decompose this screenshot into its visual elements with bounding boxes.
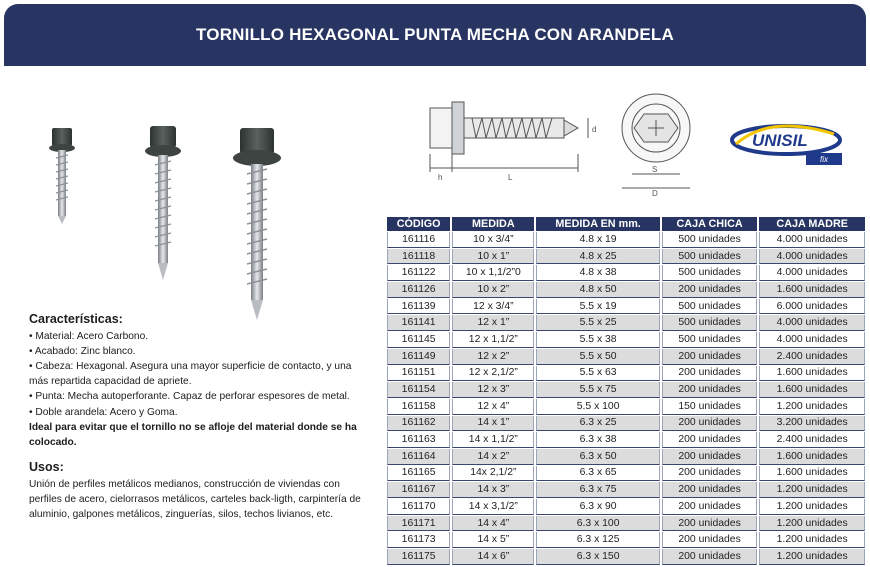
screw-large xyxy=(233,128,281,320)
table-cell: 14x 2,1/2” xyxy=(452,466,534,482)
spec-table xyxy=(385,216,867,566)
table-cell: 500 unidades xyxy=(662,249,758,265)
feature-line: • Acabado: Zinc blanco. xyxy=(29,346,136,358)
table-cell: 5.5 x 19 xyxy=(536,299,659,315)
column-header: CÓDIGO xyxy=(387,217,450,231)
caracteristicas-heading: Características: xyxy=(29,312,123,326)
table-cell: 161126 xyxy=(387,282,450,298)
table-cell: 200 unidades xyxy=(662,466,758,482)
feature-line: • Doble arandela: Acero y Goma. xyxy=(29,406,178,418)
table-cell: 4.8 x 25 xyxy=(536,249,659,265)
table-cell: 5.5 x 63 xyxy=(536,366,659,382)
table-cell: 12 x 2,1/2” xyxy=(452,366,534,382)
table-cell: 5.5 x 100 xyxy=(536,399,659,415)
table-cell: 6.3 x 25 xyxy=(536,416,659,432)
table-cell: 12 x 3/4” xyxy=(452,299,534,315)
column-header: MEDIDA xyxy=(452,217,534,231)
table-cell: 161175 xyxy=(387,549,450,565)
table-cell: 5.5 x 75 xyxy=(536,382,659,398)
table-cell: 161171 xyxy=(387,516,450,532)
feature-line: • Material: Acero Carbono. xyxy=(29,331,149,343)
table-cell: 200 unidades xyxy=(662,432,758,448)
table-cell: 161167 xyxy=(387,482,450,498)
table-cell: 200 unidades xyxy=(662,416,758,432)
table-cell: 4.000 unidades xyxy=(759,232,865,248)
table-cell: 200 unidades xyxy=(662,349,758,365)
table-cell: 161151 xyxy=(387,366,450,382)
table-cell: 10 x 2” xyxy=(452,282,534,298)
table-cell: 161162 xyxy=(387,416,450,432)
table-row xyxy=(387,382,865,398)
table-cell: 1.600 unidades xyxy=(759,466,865,482)
column-header: CAJA CHICA xyxy=(662,217,758,231)
table-cell: 1.200 unidades xyxy=(759,549,865,565)
table-cell: 5.5 x 38 xyxy=(536,332,659,348)
table-row xyxy=(387,416,865,432)
unisil-logo xyxy=(730,120,845,170)
table-cell: 1.600 unidades xyxy=(759,382,865,398)
table-cell: 14 x 6” xyxy=(452,549,534,565)
table-cell: 1.200 unidades xyxy=(759,399,865,415)
screw-medium xyxy=(145,126,181,280)
table-cell: 500 unidades xyxy=(662,265,758,281)
table-row xyxy=(387,315,865,331)
table-cell: 6.3 x 65 xyxy=(536,466,659,482)
table-cell: 12 x 3” xyxy=(452,382,534,398)
table-cell: 4.000 unidades xyxy=(759,332,865,348)
table-cell: 500 unidades xyxy=(662,332,758,348)
table-row xyxy=(387,449,865,465)
table-row xyxy=(387,549,865,565)
table-cell: 6.3 x 75 xyxy=(536,482,659,498)
table-cell: 161116 xyxy=(387,232,450,248)
description xyxy=(29,312,369,522)
table-cell: 161164 xyxy=(387,449,450,465)
logo-brand: UNISIL xyxy=(752,131,808,150)
table-cell: 150 unidades xyxy=(662,399,758,415)
table-cell: 161139 xyxy=(387,299,450,315)
table-cell: 5.5 x 25 xyxy=(536,315,659,331)
feature-line: • Cabeza: Hexagonal. Asegura una mayor superficie de contacto, y una más repartida capacidad de apriete. xyxy=(29,361,352,388)
table-cell: 161122 xyxy=(387,265,450,281)
table-cell: 12 x 1,1/2” xyxy=(452,332,534,348)
screw-small xyxy=(49,128,75,224)
table-cell: 12 x 1” xyxy=(452,315,534,331)
table-cell: 3.200 unidades xyxy=(759,416,865,432)
table-cell: 6.3 x 125 xyxy=(536,532,659,548)
table-header-row xyxy=(387,217,865,231)
table-row xyxy=(387,516,865,532)
table-cell: 10 x 1,1/2”0 xyxy=(452,265,534,281)
table-cell: 200 unidades xyxy=(662,499,758,515)
table-row xyxy=(387,466,865,482)
table-cell: 1.200 unidades xyxy=(759,532,865,548)
table-cell: 200 unidades xyxy=(662,366,758,382)
table-row xyxy=(387,265,865,281)
table-cell: 500 unidades xyxy=(662,232,758,248)
table-cell: 161149 xyxy=(387,349,450,365)
table-cell: 6.000 unidades xyxy=(759,299,865,315)
table-cell: 161158 xyxy=(387,399,450,415)
table-cell: 10 x 1” xyxy=(452,249,534,265)
table-cell: 5.5 x 50 xyxy=(536,349,659,365)
table-row xyxy=(387,366,865,382)
table-cell: 4.8 x 50 xyxy=(536,282,659,298)
table-cell: 1.600 unidades xyxy=(759,282,865,298)
table-cell: 14 x 2” xyxy=(452,449,534,465)
table-cell: 14 x 1,1/2” xyxy=(452,432,534,448)
table-cell: 2.400 unidades xyxy=(759,432,865,448)
table-row xyxy=(387,282,865,298)
table-cell: 1.600 unidades xyxy=(759,449,865,465)
page-title: TORNILLO HEXAGONAL PUNTA MECHA CON ARANDELA xyxy=(196,25,674,44)
table-cell: 200 unidades xyxy=(662,282,758,298)
usos-heading: Usos: xyxy=(29,459,64,474)
table-cell: 4.000 unidades xyxy=(759,265,865,281)
logo-sub: fix xyxy=(820,155,828,164)
table-cell: 12 x 2” xyxy=(452,349,534,365)
table-cell: 1.200 unidades xyxy=(759,499,865,515)
technical-drawing xyxy=(410,88,730,198)
table-cell: 14 x 5” xyxy=(452,532,534,548)
table-cell: 2.400 unidades xyxy=(759,349,865,365)
usos-text: Unión de perfiles metálicos medianos, construcción de viviendas con perfiles de acero, cielorrasos metálicos, carteles back-ligth, carpintería de aluminio, galpones metálicos, zinguerías, silos, techos livianos, etc. xyxy=(29,478,361,521)
table-cell: 161163 xyxy=(387,432,450,448)
table-cell: 200 unidades xyxy=(662,482,758,498)
table-cell: 4.000 unidades xyxy=(759,315,865,331)
title-banner xyxy=(4,4,866,66)
label-D: D xyxy=(652,189,658,198)
table-cell: 161170 xyxy=(387,499,450,515)
table-cell: 4.000 unidades xyxy=(759,249,865,265)
table-row xyxy=(387,332,865,348)
table-cell: 161154 xyxy=(387,382,450,398)
table-row xyxy=(387,399,865,415)
label-h: h xyxy=(438,173,443,182)
table-cell: 4.8 x 19 xyxy=(536,232,659,248)
table-row xyxy=(387,432,865,448)
table-row xyxy=(387,249,865,265)
table-cell: 6.3 x 90 xyxy=(536,499,659,515)
table-cell: 200 unidades xyxy=(662,382,758,398)
table-cell: 161165 xyxy=(387,466,450,482)
table-cell: 500 unidades xyxy=(662,299,758,315)
table-cell: 4.8 x 38 xyxy=(536,265,659,281)
table-cell: 6.3 x 100 xyxy=(536,516,659,532)
table-cell: 200 unidades xyxy=(662,516,758,532)
table-cell: 10 x 3/4” xyxy=(452,232,534,248)
table-cell: 14 x 3” xyxy=(452,482,534,498)
table-cell: 161173 xyxy=(387,532,450,548)
table-cell: 1.200 unidades xyxy=(759,516,865,532)
table-cell: 14 x 4” xyxy=(452,516,534,532)
table-cell: 6.3 x 50 xyxy=(536,449,659,465)
table-cell: 14 x 1” xyxy=(452,416,534,432)
table-cell: 14 x 3,1/2” xyxy=(452,499,534,515)
label-L: L xyxy=(508,173,513,182)
table-cell: 1.600 unidades xyxy=(759,366,865,382)
column-header: MEDIDA EN mm. xyxy=(536,217,659,231)
table-row xyxy=(387,532,865,548)
table-cell: 12 x 4” xyxy=(452,399,534,415)
table-row xyxy=(387,499,865,515)
screw-photos-image xyxy=(40,110,340,330)
label-S: S xyxy=(652,165,658,174)
table-cell: 200 unidades xyxy=(662,549,758,565)
table-cell: 161118 xyxy=(387,249,450,265)
table-row xyxy=(387,349,865,365)
table-cell: 161141 xyxy=(387,315,450,331)
label-d: d xyxy=(592,125,597,134)
table-cell: 1.200 unidades xyxy=(759,482,865,498)
table-cell: 200 unidades xyxy=(662,532,758,548)
column-header: CAJA MADRE xyxy=(759,217,865,231)
table-cell: 6.3 x 38 xyxy=(536,432,659,448)
feature-line: • Punta: Mecha autoperforante. Capaz de perforar espesores de metal. xyxy=(29,391,350,403)
table-cell: 500 unidades xyxy=(662,315,758,331)
table-row xyxy=(387,232,865,248)
table-cell: 200 unidades xyxy=(662,449,758,465)
table-cell: 161145 xyxy=(387,332,450,348)
table-cell: 6.3 x 150 xyxy=(536,549,659,565)
table-row xyxy=(387,482,865,498)
table-row xyxy=(387,299,865,315)
ideal-text: Ideal para evitar que el tornillo no se afloje del material donde se ha colocado. xyxy=(29,421,357,448)
